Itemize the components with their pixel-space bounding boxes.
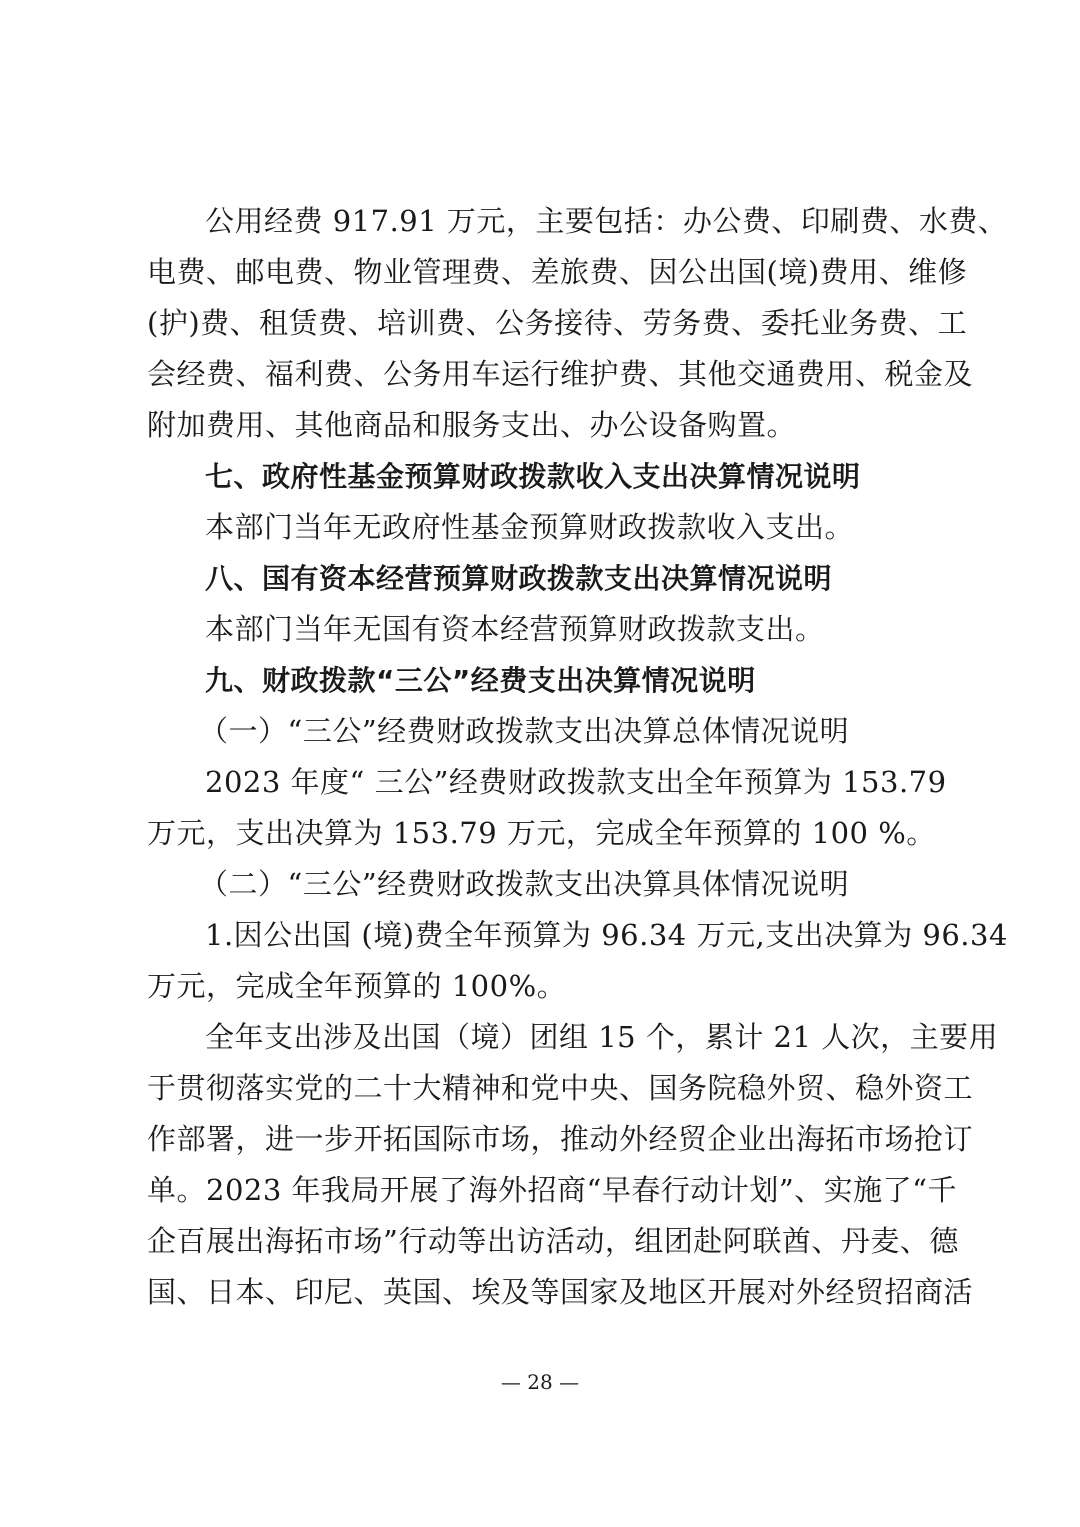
paragraph-line: 于贯彻落实党的二十大精神和党中央、国务院稳外贸、稳外资工 [147,1071,974,1105]
paragraph-line: 单。2023 年我局开展了海外招商“早春行动计划”、实施了“千 [147,1173,957,1207]
paragraph-public-expenses [147,196,1008,451]
section-text-8: 本部门当年无国有资本经营预算财政拨款支出。 [205,612,825,646]
section-text-7: 本部门当年无政府性基金预算财政拨款收入支出。 [205,510,855,544]
paragraph-line: 1.因公出国 (境)费全年预算为 96.34 万元,支出决算为 96.34 [205,918,1008,952]
paragraph-line: 企百展出海拓市场”行动等出访活动，组团赴阿联酋、丹麦、德 [147,1224,959,1258]
paragraph-line: 2023 年度“ 三公”经费财政拨款支出全年预算为 153.79 [205,765,947,799]
paragraph-line: 万元，支出决算为 153.79 万元，完成全年预算的 100 %。 [147,816,936,850]
subsection-title-1: （一）“三公”经费财政拨款支出决算总体情况说明 [199,714,850,748]
paragraph-line: (护)费、租赁费、培训费、公务接待、劳务费、委托业务费、工 [147,306,968,340]
paragraph-line: 万元，完成全年预算的 100%。 [147,969,567,1003]
page-number: — 28 — [500,1370,580,1394]
section-heading-9: 九、财政拨款“三公”经费支出决算情况说明 [205,664,756,697]
paragraph-line: 电费、邮电费、物业管理费、差旅费、因公出国(境)费用、维修 [147,255,968,289]
subsection-title-2: （二）“三公”经费财政拨款支出决算具体情况说明 [199,867,850,901]
paragraph-line: 全年支出涉及出国（境）团组 15 个，累计 21 人次，主要用 [205,1020,999,1054]
paragraph-line: 公用经费 917.91 万元，主要包括：办公费、印刷费、水费、 [205,204,1008,238]
paragraph-line: 国、日本、印尼、英国、埃及等国家及地区开展对外经贸招商活 [147,1275,974,1309]
section-heading-8: 八、国有资本经营预算财政拨款支出决算情况说明 [205,562,833,595]
paragraph-line: 附加费用、其他商品和服务支出、办公设备购置。 [147,408,797,442]
paragraph-line: 会经费、福利费、公务用车运行维护费、其他交通费用、税金及 [147,357,974,391]
page-body [147,196,1008,1318]
section-heading-7: 七、政府性基金预算财政拨款收入支出决算情况说明 [205,460,861,493]
paragraph-line: 作部署，进一步开拓国际市场，推动外经贸企业出海拓市场抢订 [147,1122,974,1156]
